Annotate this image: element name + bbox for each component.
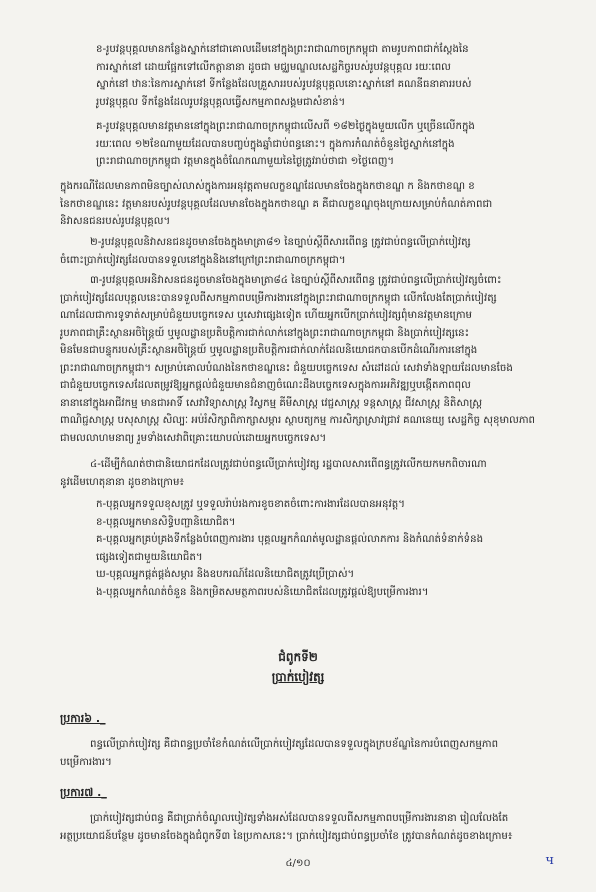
article-body	[60, 736, 548, 771]
list-item: ខ-បុគ្គលអ្នកមានសិទ្ធិបញ្ជានិយោជិត។	[96, 516, 236, 528]
paragraph-kha	[96, 41, 548, 111]
text-line: ណាដែលជាការទូទាត់សម្រាប់ជំនួយបច្ចេកទេស ឬសេវាផ្សេងទៀត ហើយអ្នកបើកប្រាក់បៀវត្សពុំមានវត្តមានក្រោម	[60, 310, 472, 321]
text-line: ២-រូបវន្តបុគ្គលនិវាសនជនដូចមានចែងក្នុងមាត្រា៨១ នៃច្បាប់ស្ដីពីសារពើពន្ធ ត្រូវជាប់ពន្ធលើប្រាក់បៀវត្ស	[90, 237, 471, 248]
text-line: រយៈពេល ១២ខែណាមួយដែលបានបញ្ចប់ក្នុងឆ្នាំជាប់ពន្ធនោះ។ ក្នុងការកំណត់ចំនួនថ្ងៃស្នាក់នៅក្នុង	[96, 138, 455, 150]
text-line: ពាណិជ្ជសាស្ត្រ បសុសាស្ត្រ សិល្បៈ អប់រំសិក្សាពិភាក្សាសម្ភារ ស្ថាបត្យកម្ម ការសិក្សាស្រាវជ្រាវ គណនេយ្យ សេដ្ឋកិច្ច សុខុមាលភាព	[60, 415, 536, 426]
list-item: ក-បុគ្គលអ្នកទទួលខុសត្រូវ ឬទទួលរ៉ាប់រងការខូចខាតចំពោះការងារដែលបានអនុវត្ត។	[96, 499, 405, 510]
chapter-title: ប្រាក់បៀវត្ស	[271, 670, 325, 684]
text-line: ព្រះរាជាណាចក្រកម្ពុជា វត្តមានក្នុងចំណែកណាមួយនៃថ្ងៃត្រូវរាប់ថាជា ១ថ្ងៃពេញ។	[96, 156, 395, 167]
paragraph-4	[60, 456, 548, 491]
text-line: និវាសនជនរបស់រូបវន្តបុគ្គល។	[60, 216, 171, 227]
text-line: រូបភាពជាគ្រឹះស្ថានអចិន្ត្រៃយ៍ ឬមូលដ្ឋានប្រតិបត្តិការជាក់លាក់នៅក្នុងព្រះរាជាណាចក្រកម្ពុជា និងប្រាក់បៀវត្សនេះ	[60, 327, 470, 339]
text-line: នានានៅក្នុងអាជីវកម្ម មានជាអាទិ៍ សេវាវិទ្យាសាស្ត្រ វិស្វកម្ម គីមីសាស្ត្រ វេជ្ជសាស្ត្រ ទន្តសាស្ត្រ ជីវសាស្ត្រ និតិសាស្ត្រ	[60, 397, 483, 409]
text-line: ប្រាក់បៀវត្សជាប់ពន្ធ គឺជាប្រាក់ចំណូលបៀវត្សទាំងអស់ដែលបានទទួលពីសកម្មភាពបម្រើការងារនានា រៀលលែងតែ	[90, 813, 509, 824]
text-line: ព្រះរាជាណាចក្រកម្ពុជា។ សម្រាប់គោលបំណងនៃកថាខណ្ឌនេះ ជំនួយបច្ចេកទេស សំដៅដល់ សេវាទាំងឡាយដែលមានចែង	[60, 362, 513, 374]
text-line: ស្នាក់នៅ ឋានៈនៃការស្នាក់នៅ ទីកន្លែងដែលគ្រួសាររបស់រូបវន្តបុគ្គលនោះស្នាក់នៅ គណនីធនាគាររបស់	[96, 79, 472, 90]
list-item: ឃ-បុគ្គលអ្នកផ្គត់ផ្គង់សម្ភារ និងឧបករណ៍ដែលនិយោជិតត្រូវប្រើប្រាស់។	[96, 569, 355, 580]
text-line: នូវដើមហេតុនានា ដូចខាងក្រោម៖	[60, 476, 184, 488]
text-line: ក្នុងករណីដែលមានភាពមិនច្បាស់លាស់ក្នុងការអនុវត្តតាមលក្ខខណ្ឌដែលមានចែងក្នុងកថាខណ្ឌ ក និងកថាខណ្ឌ ខ	[60, 181, 475, 192]
paragraph-2	[60, 234, 548, 269]
text-line: មិនមែនជាបន្ទុករបស់គ្រឹះស្ថានអចិន្ត្រៃយ៍ ឬមូលដ្ឋានប្រតិបត្តិការជាក់លាក់ដែលនិយោជកបានបើកដំណើរការនៅក្នុង	[60, 345, 478, 356]
text-line: ជាមលលាហមនាព្យ រួមទាំងសេវាពិគ្រោះយោបល់ដោយអ្នកបច្ចេកទេស។	[60, 432, 327, 444]
paragraph-ko	[96, 118, 548, 171]
paragraph-ambiguity-note	[60, 178, 548, 231]
criteria-list	[96, 496, 548, 601]
page-number: ៤/១០	[285, 858, 311, 869]
text-line: បម្រើការងារ។	[60, 756, 112, 768]
article-heading: ប្រការ៧ ._	[60, 786, 107, 799]
chapter-number: ជំពូកទី២	[278, 650, 318, 664]
text-line: ប្រាក់បៀវត្សដែលបុគ្គលនេះបានទទួលពីសកម្មភាពបម្រើការងារនៅក្នុងព្រះរាជាណាចក្រកម្ពុជា លើកលែងតែប្រាក់បៀវត្ស	[60, 292, 497, 304]
text-line: អត្ថប្រយោជន៍បន្ថែម ដូចមានចែងក្នុងជំពូកទី៣ នៃប្រកាសនេះ។ ប្រាក់បៀវត្សជាប់ពន្ធប្រចាំខែ ត្រូវបានកំណត់ដូចខាងក្រោម៖	[60, 830, 513, 842]
paragraph-3	[60, 272, 548, 447]
article-body	[60, 810, 548, 845]
text-line: ៣-រូបវន្តបុគ្គលអនិវាសនជនដូចមានចែងក្នុងមាត្រា៨៤ នៃច្បាប់ស្ដីពីសារពើពន្ធ ត្រូវជាប់ពន្ធលើប្រាក់បៀវត្សចំពោះ	[90, 275, 502, 286]
handwritten-initial: ч	[545, 853, 554, 868]
text-line: ជាជំនួយបច្ចេកទេសដែលតម្រូវឱ្យអ្នកផ្ដល់ជំនួយមានជំនាញចំណេះដឹងបច្ចេកទេសក្នុងការអភិវឌ្ឍឬបង្កើតភាពពុល	[60, 380, 471, 391]
text-line: ពន្ធលើប្រាក់បៀវត្ស គឺជាពន្ធប្រចាំខែកំណត់លើប្រាក់បៀវត្សដែលបានទទួលក្នុងក្របខ័ណ្ឌនៃការបំពេញសកម្មភាព	[90, 739, 499, 750]
text-line: គ-រូបវន្តបុគ្គលមានវត្តមាននៅក្នុងព្រះរាជាណាចក្រកម្ពុជាលើសពី ១៨២ថ្ងៃក្នុងមួយលើក ឬច្រើនលើកក្នុង	[96, 121, 475, 132]
text-line: ចំពោះប្រាក់បៀវត្សដែលបានទទួលនៅក្នុងនិងនៅក្រៅព្រះរាជាណាចក្រកម្ពុជា។	[60, 254, 346, 266]
text-line: រូបវន្តបុគ្គល ទីកន្លែងដែលរូបវន្តបុគ្គលធ្វើសកម្មភាពសង្គមជាសំខាន់។	[96, 96, 346, 108]
text-line: ៤-ដើម្បីកំណត់ថាជានិយោជកដែលត្រូវជាប់ពន្ធលើប្រាក់បៀវត្ស រដ្ឋបាលសារពើពន្ធត្រូវលើកយកមកពិចារណា	[90, 459, 487, 470]
text-line: ខ-រូបវន្តបុគ្គលមានកន្លែងស្នាក់នៅជាគោលដើមនៅក្នុងព្រះរាជាណាចក្រកម្ពុជា តាមរូបភាពជាក់ស្ដែងនៃ	[96, 44, 469, 55]
list-item: ង-បុគ្គលអ្នកកំណត់ចំនួន និងកម្រិតសមត្ថភាពរបស់និយោជិតដែលត្រូវផ្ដល់ឱ្យបម្រើការងារ។	[96, 586, 429, 598]
text-line: នៃកថាខណ្ឌនេះ វត្តមានរបស់រូបវន្តបុគ្គលដែលមានចែងក្នុងកថាខណ្ឌ គ គឺជាលក្ខខណ្ឌចុងក្រោយសម្រាប់កំណត់ភាពជា	[60, 198, 493, 210]
article-heading: ប្រការ៦ ._	[60, 712, 106, 725]
list-item: គ-បុគ្គលអ្នកគ្រប់គ្រងទីកន្លែងបំពេញការងារ បុគ្គលអ្នកកំណត់មូលដ្ឋានផ្ដល់លាភការ និងកំណត់ទំនាក់ទំនង ផ្សេងទៀតជាមួយនិយោជិត។	[96, 534, 484, 563]
text-line: ការស្នាក់នៅ ដោយផ្អែកទៅលើកត្តានានា ដូចជា មជ្ឈមណ្ឌលសេដ្ឋកិច្ចរបស់រូបវន្តបុគ្គល រយៈពេល	[96, 61, 451, 73]
